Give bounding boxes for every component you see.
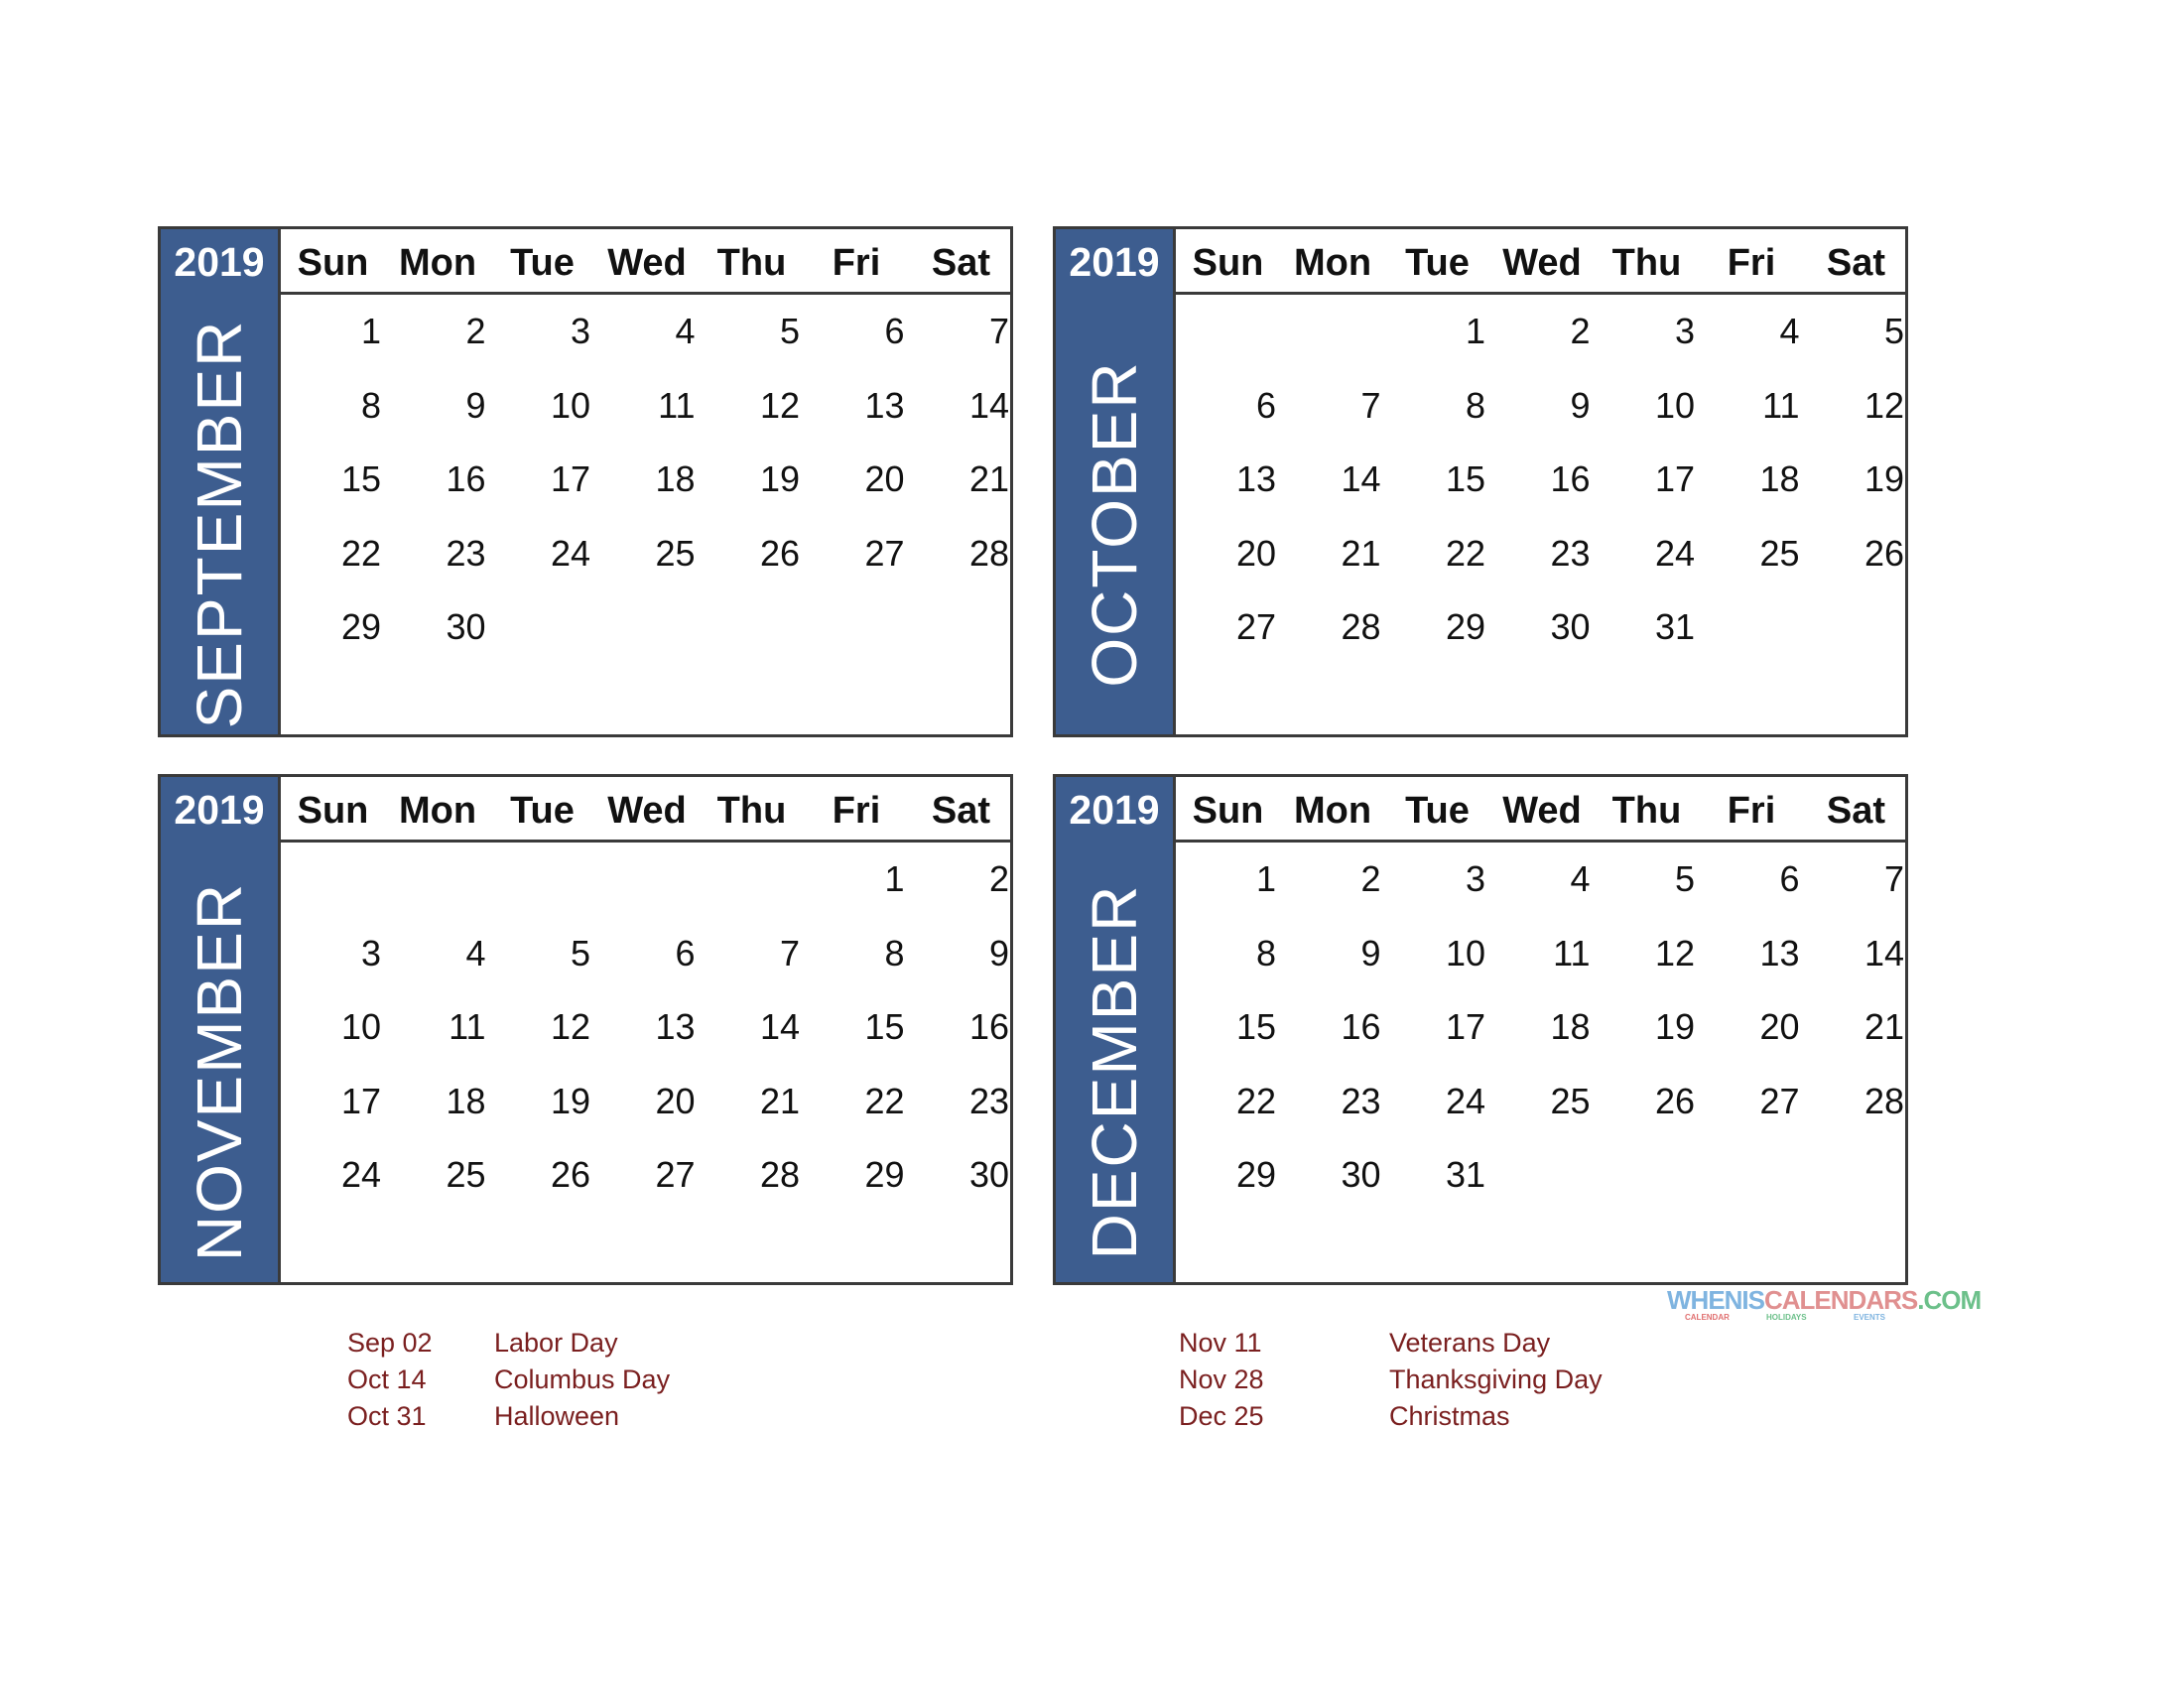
day-cell: 24: [1445, 1080, 1485, 1121]
day-cell: 17: [1445, 1006, 1485, 1047]
day-cell: 21: [1863, 1006, 1904, 1047]
weekday-header: [281, 229, 1010, 295]
day-cell: 19: [1863, 458, 1904, 499]
weekday-label: Wed: [1502, 242, 1582, 284]
day-cell: 20: [864, 458, 905, 499]
holiday-date: Dec 25: [1179, 1401, 1264, 1431]
day-cell: 8: [1465, 384, 1485, 426]
day-cell: 20: [1235, 532, 1276, 574]
day-grid: [281, 229, 1010, 734]
day-cell: 1: [360, 311, 381, 351]
day-cell: 15: [864, 1006, 905, 1047]
day-cell: 4: [1779, 311, 1800, 351]
day-cell: 28: [1341, 606, 1381, 647]
day-cell: 30: [1341, 1154, 1381, 1195]
day-cell: 10: [1654, 384, 1695, 426]
day-cell: 1: [1465, 311, 1485, 351]
day-cell: 6: [1255, 384, 1276, 426]
day-cell: 29: [864, 1154, 905, 1195]
day-cell: 4: [465, 932, 486, 974]
month-name: NOVEMBER: [184, 881, 255, 1262]
day-cell: 23: [1341, 1080, 1381, 1121]
day-cell: 30: [1550, 606, 1591, 647]
logo-tag: HOLIDAYS: [1766, 1313, 1807, 1322]
day-cell: 3: [360, 932, 381, 974]
weekday-label: Wed: [607, 790, 687, 832]
day-cell: 23: [1550, 532, 1591, 574]
logo-part: .COM: [1917, 1285, 1982, 1315]
weekday-label: Tue: [510, 242, 575, 284]
day-cell: 15: [1445, 458, 1485, 499]
weekday-label: Fri: [832, 242, 881, 284]
day-cell: 6: [884, 311, 905, 351]
day-cell: 9: [1360, 932, 1381, 974]
day-cell: 27: [655, 1154, 696, 1195]
day-cell: 21: [968, 458, 1009, 499]
day-cell: 16: [1341, 1006, 1381, 1047]
month-calendar-november: [158, 774, 1013, 1285]
site-logo: [1667, 1285, 1982, 1325]
day-cell: 20: [1759, 1006, 1800, 1047]
weekday-label: Tue: [510, 790, 575, 832]
month-calendar-september: [158, 226, 1013, 737]
day-cell: 13: [1235, 458, 1276, 499]
day-cell: 24: [1654, 532, 1695, 574]
day-cell: 21: [1341, 532, 1381, 574]
day-cell: 14: [1341, 458, 1381, 499]
day-cell: 5: [779, 311, 800, 351]
year-label: 2019: [174, 787, 265, 833]
day-cell: 12: [1863, 384, 1904, 426]
weekday-label: Sat: [1826, 790, 1886, 832]
day-cell: 29: [1445, 606, 1485, 647]
weekday-label: Thu: [1611, 790, 1682, 832]
day-cell: 16: [968, 1006, 1009, 1047]
day-cell: 1: [884, 858, 905, 899]
weekday-label: Sat: [931, 242, 991, 284]
weekday-header: [1176, 229, 1905, 295]
day-cell: 23: [446, 532, 486, 574]
day-cell: 26: [550, 1154, 590, 1195]
holiday-name: Thanksgiving Day: [1389, 1364, 1603, 1394]
day-cell: 26: [759, 532, 800, 574]
day-cell: 7: [1883, 858, 1904, 899]
day-cell: 2: [465, 311, 486, 351]
day-cell: 6: [675, 932, 696, 974]
day-cell: 16: [1550, 458, 1591, 499]
weekday-header: [1176, 777, 1905, 843]
weekday-label: Mon: [1293, 790, 1372, 832]
holiday-date: Nov 28: [1179, 1364, 1264, 1394]
day-cell: 11: [658, 384, 696, 426]
day-cell: 31: [1654, 606, 1695, 647]
day-cell: 2: [988, 858, 1009, 899]
holiday-name: Halloween: [494, 1401, 620, 1431]
weekday-label: Wed: [1502, 790, 1582, 832]
month-name: SEPTEMBER: [184, 319, 255, 729]
day-cell: 24: [550, 532, 590, 574]
day-cell: 22: [1445, 532, 1485, 574]
holiday-name: Veterans Day: [1389, 1328, 1551, 1358]
day-cell: 13: [864, 384, 905, 426]
weekday-label: Fri: [1727, 790, 1776, 832]
day-cell: 19: [550, 1080, 590, 1121]
day-cell: 2: [1360, 858, 1381, 899]
day-cell: 30: [446, 606, 486, 647]
day-cell: 17: [1654, 458, 1695, 499]
weekday-label: Mon: [398, 790, 477, 832]
day-cell: 22: [340, 532, 381, 574]
day-cell: 25: [1759, 532, 1800, 574]
day-cell: 27: [1759, 1080, 1800, 1121]
day-cell: 24: [340, 1154, 381, 1195]
weekday-label: Tue: [1405, 242, 1470, 284]
day-cell: 12: [550, 1006, 590, 1047]
holiday-name: Christmas: [1389, 1401, 1510, 1431]
day-cell: 22: [864, 1080, 905, 1121]
day-cell: 8: [1255, 932, 1276, 974]
day-cell: 7: [988, 311, 1009, 351]
day-cell: 21: [759, 1080, 800, 1121]
weekday-label: Tue: [1405, 790, 1470, 832]
holiday-date: Oct 14: [347, 1364, 427, 1394]
day-cell: 5: [1674, 858, 1695, 899]
day-cell: 3: [570, 311, 590, 351]
day-grid: [281, 777, 1010, 1282]
day-cell: 17: [550, 458, 590, 499]
logo-wordmark: [1667, 1285, 1981, 1316]
day-cell: 16: [446, 458, 486, 499]
day-cell: 5: [1883, 311, 1904, 351]
day-cell: 14: [1863, 932, 1904, 974]
day-cell: 11: [1553, 932, 1591, 974]
day-cell: 28: [968, 532, 1009, 574]
month-sidebar: [161, 777, 281, 1282]
logo-tag: EVENTS: [1854, 1313, 1886, 1322]
day-cell: 14: [759, 1006, 800, 1047]
holiday-date: Sep 02: [347, 1328, 433, 1358]
day-cell: 25: [655, 532, 696, 574]
weekday-label: Wed: [607, 242, 687, 284]
day-cell: 27: [864, 532, 905, 574]
day-cell: 4: [675, 311, 696, 351]
day-cell: 26: [1654, 1080, 1695, 1121]
day-cell: 10: [550, 384, 590, 426]
weekday-label: Sun: [1192, 790, 1264, 832]
day-cell: 1: [1255, 858, 1276, 899]
day-cell: 25: [1550, 1080, 1591, 1121]
day-cell: 29: [340, 606, 381, 647]
day-cell: 15: [340, 458, 381, 499]
day-cell: 7: [779, 932, 800, 974]
weekday-label: Fri: [1727, 242, 1776, 284]
day-cell: 13: [655, 1006, 696, 1047]
day-cell: 8: [884, 932, 905, 974]
day-cell: 6: [1779, 858, 1800, 899]
day-cell: 3: [1674, 311, 1695, 351]
month-name: OCTOBER: [1079, 360, 1150, 688]
day-cell: 9: [465, 384, 486, 426]
weekday-label: Fri: [832, 790, 881, 832]
weekday-label: Sun: [297, 242, 369, 284]
year-label: 2019: [1069, 239, 1160, 285]
day-cell: 12: [1654, 932, 1695, 974]
holiday-date: Nov 11: [1179, 1328, 1262, 1358]
month-name: DECEMBER: [1079, 883, 1150, 1260]
day-cell: 7: [1360, 384, 1381, 426]
day-cell: 2: [1570, 311, 1591, 351]
day-cell: 31: [1445, 1154, 1485, 1195]
weekday-label: Sun: [1192, 242, 1264, 284]
day-cell: 11: [449, 1006, 486, 1047]
day-cell: 8: [360, 384, 381, 426]
day-cell: 27: [1235, 606, 1276, 647]
day-cell: 18: [1550, 1006, 1591, 1047]
day-cell: 19: [759, 458, 800, 499]
day-cell: 19: [1654, 1006, 1695, 1047]
day-cell: 14: [968, 384, 1009, 426]
day-cell: 20: [655, 1080, 696, 1121]
day-cell: 26: [1863, 532, 1904, 574]
weekday-label: Sat: [1826, 242, 1886, 284]
day-cell: 25: [446, 1154, 486, 1195]
month-sidebar: [1056, 229, 1176, 734]
weekday-label: Sat: [931, 790, 991, 832]
weekday-label: Mon: [398, 242, 477, 284]
day-cell: 23: [968, 1080, 1009, 1121]
day-cell: 11: [1762, 384, 1800, 426]
day-cell: 10: [1445, 932, 1485, 974]
weekday-label: Mon: [1293, 242, 1372, 284]
day-grid: [1176, 777, 1905, 1282]
day-cell: 5: [570, 932, 590, 974]
holiday-date: Oct 31: [347, 1401, 427, 1431]
weekday-label: Thu: [716, 790, 787, 832]
month-sidebar: [161, 229, 281, 734]
holiday-name: Columbus Day: [494, 1364, 671, 1394]
weekday-header: [281, 777, 1010, 843]
year-label: 2019: [174, 239, 265, 285]
day-cell: 28: [759, 1154, 800, 1195]
day-cell: 9: [988, 932, 1009, 974]
holiday-name: Labor Day: [494, 1328, 618, 1358]
day-cell: 22: [1235, 1080, 1276, 1121]
logo-part: CALENDARS: [1764, 1285, 1918, 1315]
day-cell: 18: [1759, 458, 1800, 499]
day-cell: 17: [340, 1080, 381, 1121]
weekday-label: Thu: [716, 242, 787, 284]
day-cell: 4: [1570, 858, 1591, 899]
day-cell: 15: [1235, 1006, 1276, 1047]
day-cell: 10: [340, 1006, 381, 1047]
day-cell: 3: [1465, 858, 1485, 899]
logo-part: WHENIS: [1667, 1285, 1764, 1315]
day-grid: [1176, 229, 1905, 734]
month-calendar-december: [1053, 774, 1908, 1285]
logo-tag: CALENDAR: [1685, 1313, 1730, 1322]
day-cell: 28: [1863, 1080, 1904, 1121]
day-cell: 13: [1759, 932, 1800, 974]
month-sidebar: [1056, 777, 1176, 1282]
day-cell: 9: [1570, 384, 1591, 426]
day-cell: 29: [1235, 1154, 1276, 1195]
day-cell: 12: [759, 384, 800, 426]
month-calendar-october: [1053, 226, 1908, 737]
day-cell: 30: [968, 1154, 1009, 1195]
weekday-label: Thu: [1611, 242, 1682, 284]
year-label: 2019: [1069, 787, 1160, 833]
weekday-label: Sun: [297, 790, 369, 832]
day-cell: 18: [655, 458, 696, 499]
day-cell: 18: [446, 1080, 486, 1121]
